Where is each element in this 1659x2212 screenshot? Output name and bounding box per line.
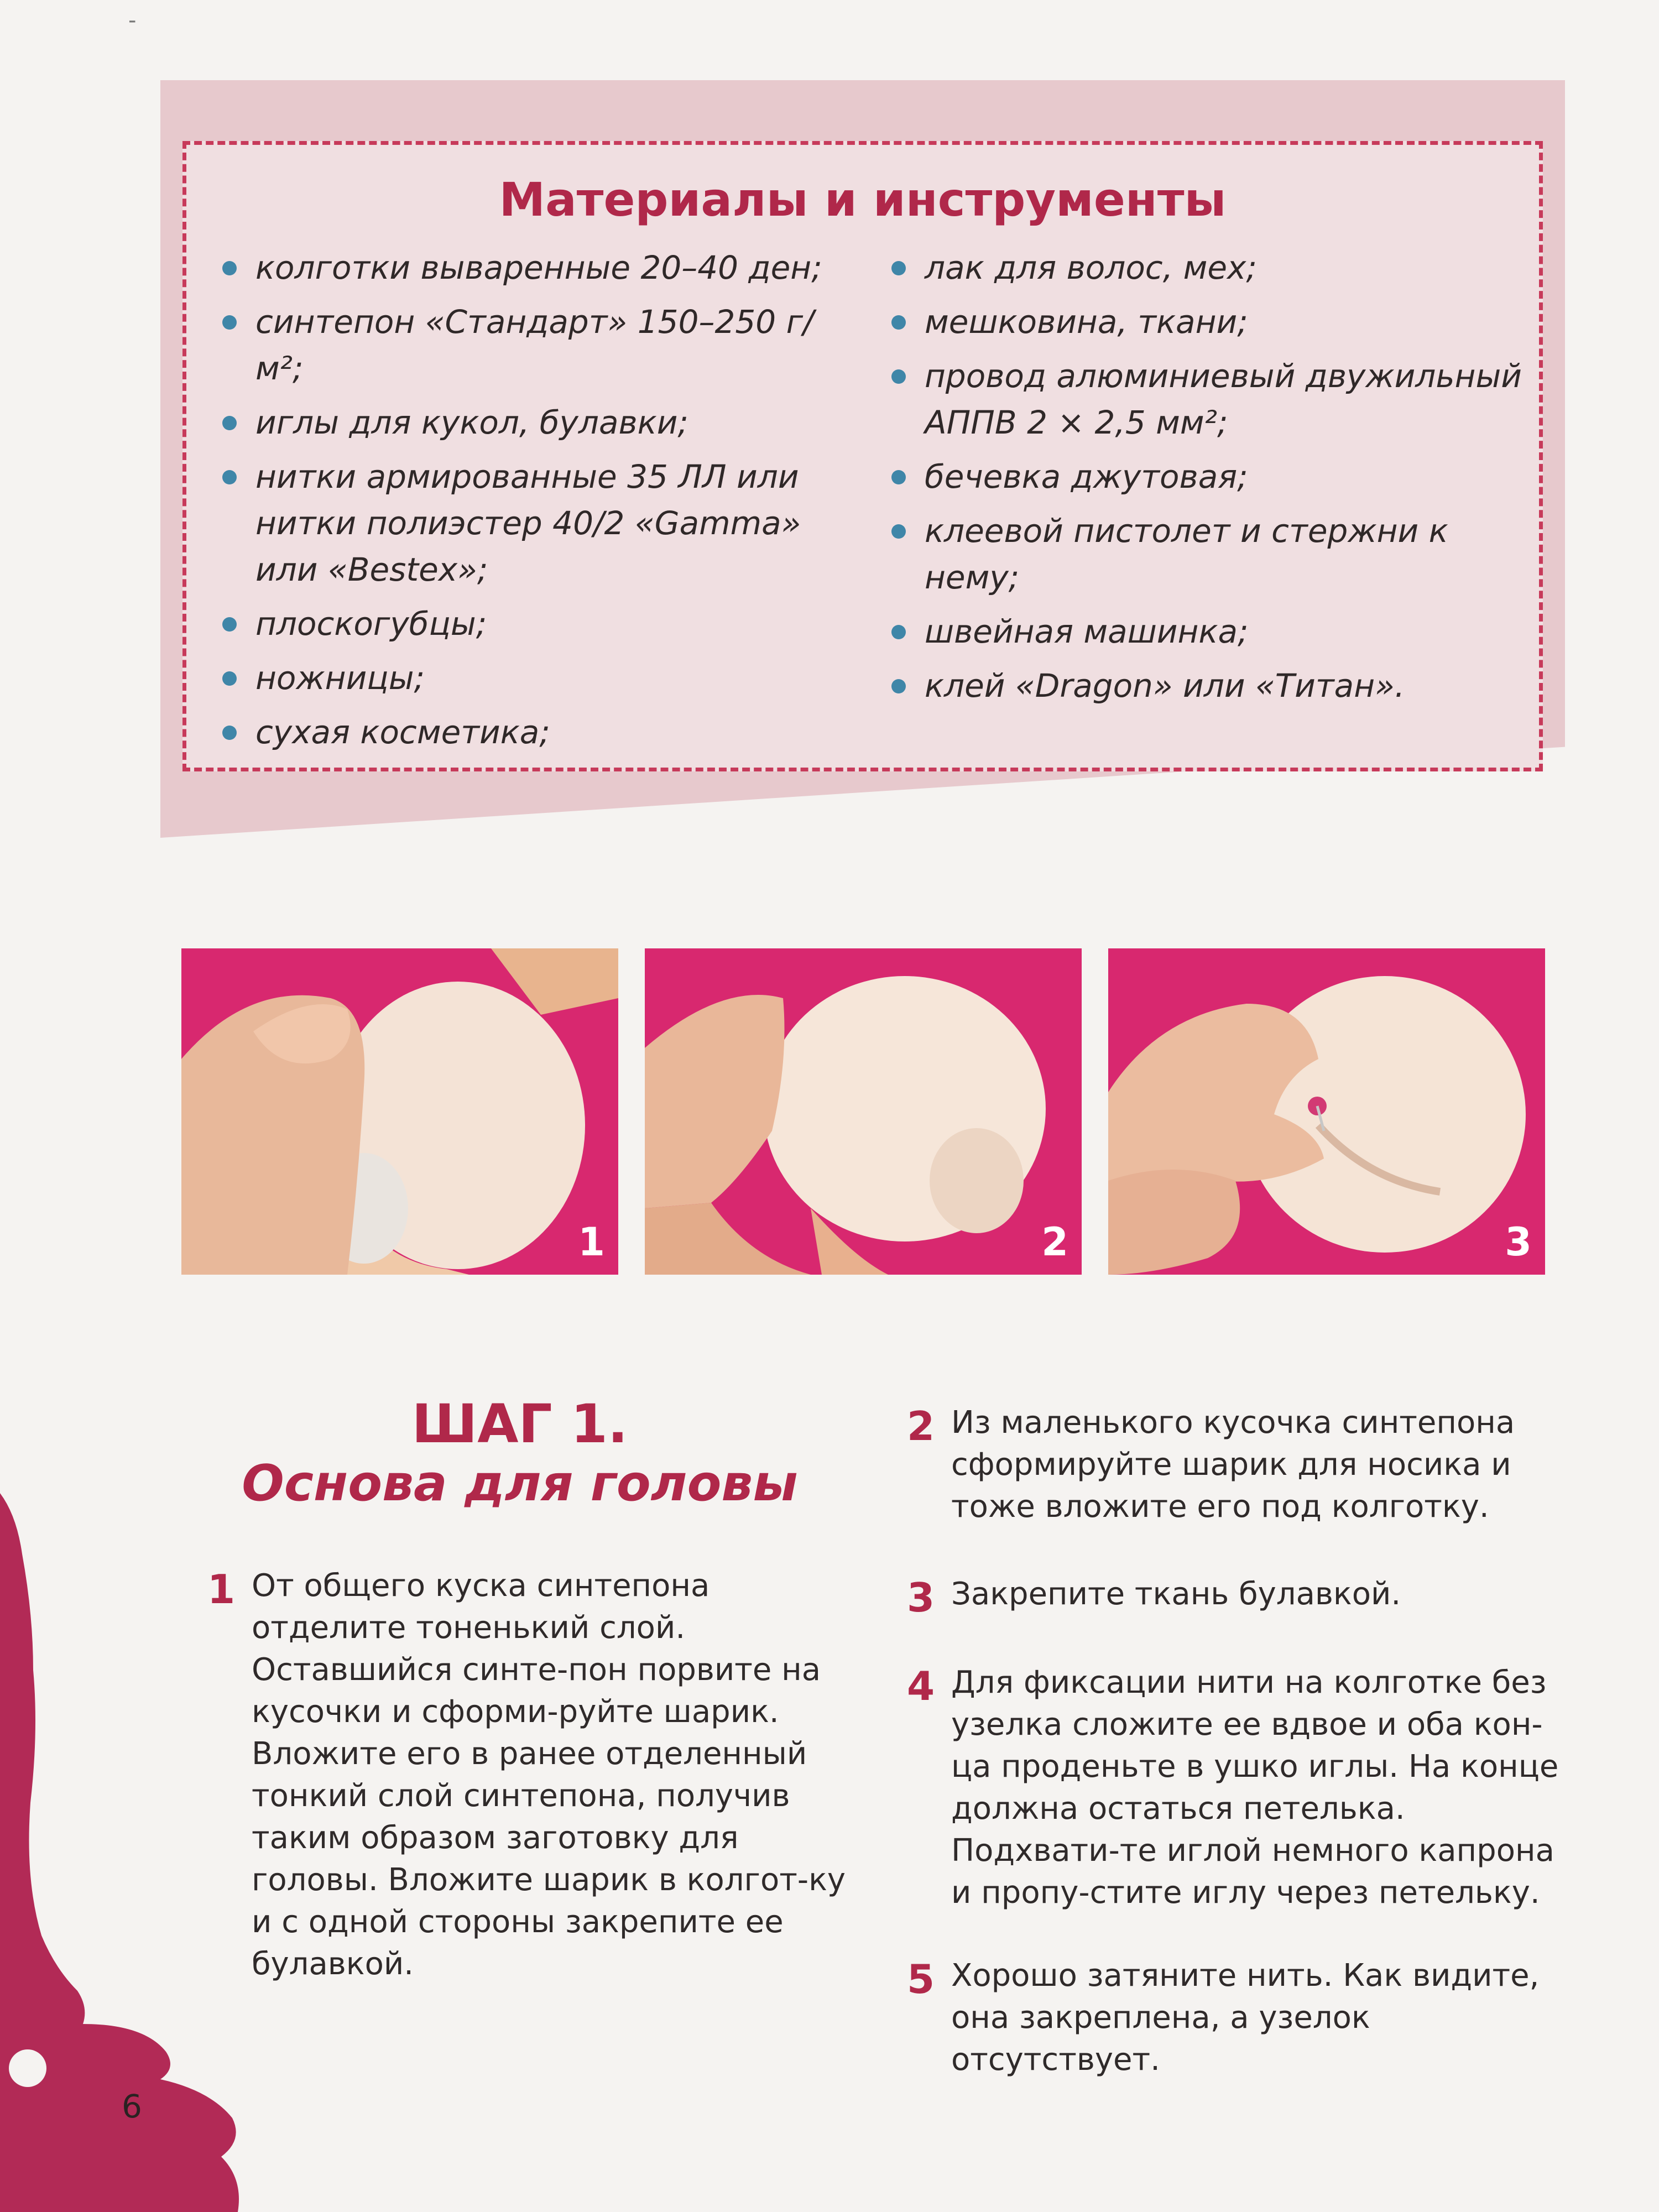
bullet-icon	[222, 261, 237, 275]
instruction-4	[907, 1662, 1559, 1914]
bullet-icon	[891, 625, 906, 639]
list-item: провод алюминиевый двужильный АППВ 2 × 2,5 мм²;	[886, 353, 1522, 446]
bullet-icon	[891, 524, 906, 539]
bullet-icon	[891, 315, 906, 330]
instruction-1	[207, 1565, 860, 1985]
photo-illustration-1	[181, 948, 618, 1275]
instruction-number: 4	[907, 1663, 935, 1709]
bullet-icon	[891, 261, 906, 275]
list-item: клеевой пистолет и стержни к нему;	[886, 508, 1522, 601]
step-subtitle: Основа для головы	[242, 1454, 798, 1512]
instruction-text: Для фиксации нити на колготке без узелка сложите ее вдвое и оба кон-ца проденьте в ушко иглы. На конце должна остаться петелька. Подхвати-те иглой немного капрона и пропу-стите иглу через петельку.	[951, 1665, 1559, 1911]
list-item: клей «Dragon» или «Титан».	[886, 662, 1522, 709]
bullet-icon	[891, 470, 906, 484]
instruction-2	[907, 1402, 1559, 1528]
list-item: иглы для кукол, булавки;	[217, 399, 853, 446]
photo-step-1	[181, 948, 618, 1275]
list-item: колготки вываренные 20–40 ден;	[217, 244, 853, 291]
instruction-3	[907, 1573, 1559, 1621]
bullet-icon	[222, 470, 237, 484]
instruction-text: От общего куска синтепона отделите тоненький слой. Оставшийся синте-пон порвите на кусочки и сформи-руйте шарик. Вложите его в ранее отделенный тонкий слой синтепона, получив таким образом заготовку для головы. Вложите шарик в колгот-ку и с одной стороны закрепите ее булавкой.	[252, 1568, 846, 1982]
list-item: мешковина, ткани;	[886, 299, 1522, 345]
list-item: бечевка джутовая;	[886, 453, 1522, 500]
materials-title: Материалы и инструменты	[499, 173, 1227, 227]
photo-step-2	[645, 948, 1082, 1275]
photo-illustration-3	[1108, 948, 1545, 1275]
photo-number: 3	[1505, 1219, 1532, 1265]
instruction-number: 1	[207, 1566, 236, 1613]
materials-box	[182, 141, 1543, 771]
instruction-text: Закрепите ткань булавкой.	[951, 1576, 1401, 1612]
photo-number: 1	[578, 1219, 605, 1265]
instruction-number: 2	[907, 1403, 935, 1449]
instruction-5	[907, 1955, 1559, 2081]
instruction-number: 5	[907, 1956, 935, 2002]
bullet-icon	[222, 726, 237, 740]
list-item: ножницы;	[217, 655, 853, 701]
instruction-number: 3	[907, 1574, 935, 1621]
page-number: 6	[122, 2088, 142, 2125]
bullet-icon	[222, 617, 237, 632]
list-item: нитки армированные 35 ЛЛ или нитки полиэстер 40/2 «Gamma» или «Bestex»;	[217, 453, 853, 593]
photo-number: 2	[1041, 1219, 1068, 1265]
photo-step-3	[1108, 948, 1545, 1275]
bullet-icon	[891, 679, 906, 693]
list-item: швейная машинка;	[886, 608, 1522, 655]
bullet-icon	[222, 671, 237, 686]
instruction-text: Хорошо затяните нить. Как видите, она закреплена, а узелок отсутствует.	[951, 1958, 1540, 2078]
list-item: лак для волос, мех;	[886, 244, 1522, 291]
list-item: синтепон «Стандарт» 150–250 г/м²;	[217, 299, 853, 392]
bullet-icon	[891, 369, 906, 384]
instruction-text: Из маленького кусочка синтепона сформируйте шарик для носика и тоже вложите его под колготку.	[951, 1405, 1515, 1525]
materials-list-left	[217, 244, 853, 763]
materials-list-right	[886, 244, 1522, 717]
corner-mark: -	[128, 8, 137, 33]
step-title: ШАГ 1.	[411, 1393, 628, 1455]
list-item: сухая косметика;	[217, 709, 853, 755]
bullet-icon	[222, 416, 237, 430]
photo-illustration-2	[645, 948, 1082, 1275]
list-item: плоскогубцы;	[217, 601, 853, 647]
bullet-icon	[222, 315, 237, 330]
